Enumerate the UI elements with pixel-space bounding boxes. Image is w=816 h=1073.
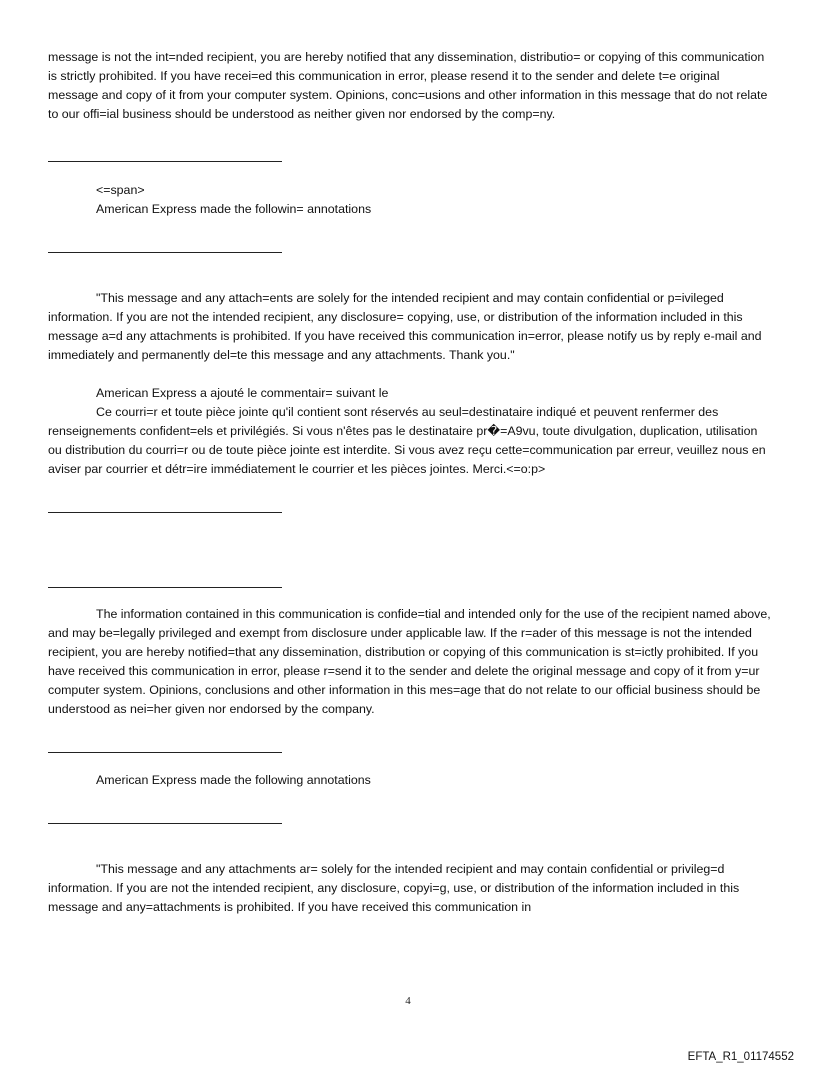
page-number: 4 bbox=[405, 995, 411, 1007]
annotations-heading: American Express made the following annotations bbox=[96, 773, 371, 787]
document-id: EFTA_R1_01174552 bbox=[687, 1051, 794, 1063]
document-body bbox=[48, 48, 772, 917]
disclaimer-paragraph-en-2: "This message and any attachments ar= solely for the intended recipient and may contain confidential or privileg=d information. If you are not the intended recipient, any disclosure, copyi=g, use, or distribution of the information included in this message and any=attachments is prohibited. If you have received this communication in bbox=[48, 862, 740, 914]
disclaimer-paragraph-en: "This message and any attach=ents are solely for the intended recipient and may contain confidential or p=ivileged information. If you are not the intended recipient, any disclosure= copying, use, or distribution of the information included in this message a=d any attachments is prohibited. If you have received this communication in=error, please notify us by reply e-mail and immediately and permanently del=te this message and any attachments. Thank you." bbox=[48, 291, 762, 362]
confidentiality-paragraph-2: The information contained in this communication is confide=tial and intended only for the use of the recipient named above, and may be=legally privileged and exempt from disclosure under applicable law. If the r=ader of this message is not the intended recipient, you are hereby notified=that any dissemination, distribution or copying of this communication is st=ictly prohibited. If you have received this communication in error, please r=send it to the sender and delete the original message and copy of it from y=ur computer system. Opinions, conclusions and other information in this mes=age that do not relate to our official business should be understood as nei=her given nor endorsed by the company. bbox=[48, 607, 771, 716]
annotations-heading: American Express made the followin= annotations bbox=[96, 202, 372, 216]
confidentiality-paragraph-1: message is not the int=nded recipient, you are hereby notified that any dissemination, distributio= or copying of this communication is strictly prohibited. If you have recei=ed this communication in error, please resend it to the sender and delete t=e original message and copy of it from your computer system. Opinions, conc=usions and other information in this message that do not relate to our offi=ial business should be understood as neither given nor endorsed by the comp=ny. bbox=[48, 50, 768, 121]
annotations-heading-fr: American Express a ajouté le commentair= suivant le bbox=[96, 386, 389, 400]
disclaimer-paragraph-fr: Ce courri=r et toute pièce jointe qu'il contient sont réservés au seul=destinataire indiqué et peuvent renfermer des renseignements confident=els et privilégiés. Si vous n'êtes pas le destinataire pr�=A9vu, toute divulgation, duplication, utilisation ou distribution du courri=r ou de toute pièce jointe est interdite. Si vous avez reçu cette=communication par erreur, veuillez nous en aviser par courrier et détr=ire immédiatement le courrier et les pièces jointes. Merci.<=o:p> bbox=[48, 405, 766, 476]
span-tag-line: <=span> bbox=[96, 183, 145, 197]
